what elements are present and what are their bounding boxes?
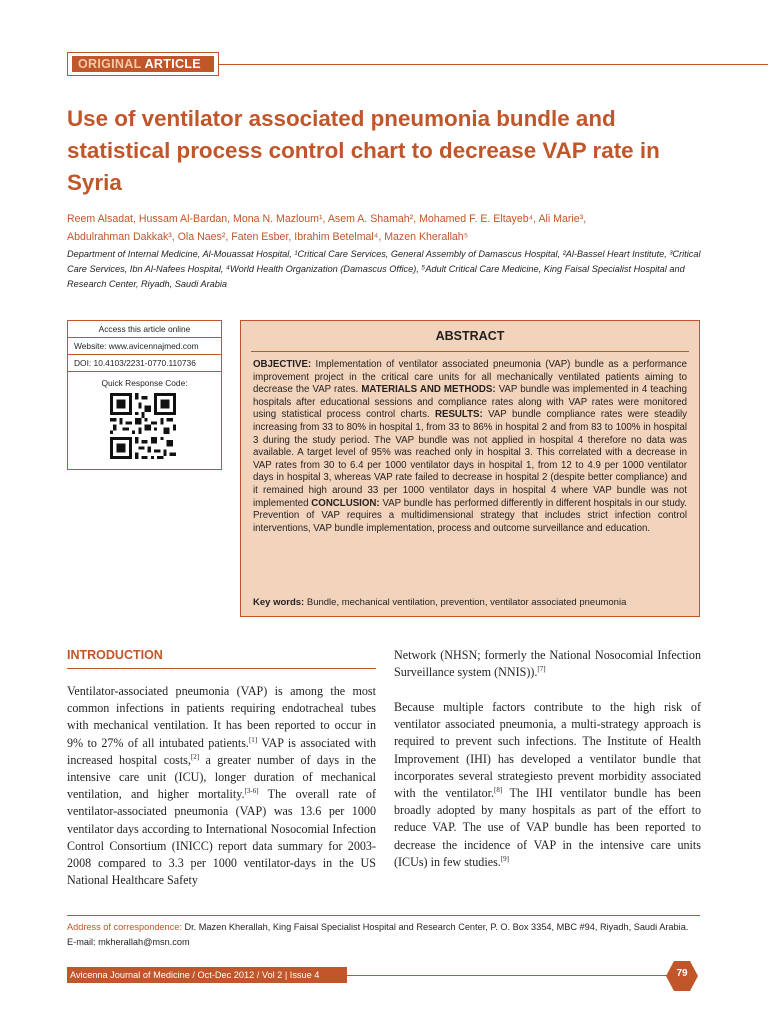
correspondence-rule <box>67 915 700 916</box>
introduction-heading: INTRODUCTION <box>67 648 163 662</box>
keywords-label: Key words: <box>253 597 305 608</box>
abstract-box <box>240 320 700 617</box>
conclusion-label: CONCLUSION: <box>311 497 380 509</box>
body-column-right <box>394 699 701 871</box>
citation-8[interactable]: [8] <box>494 785 503 794</box>
article-type-word1: ORIGINAL <box>78 57 142 71</box>
qr-code-icon <box>110 393 176 459</box>
conclusion-text: VAP bundle has performed differently in different hospitals in our study. Prevention of VAP requires a multidimensional strategy that includes strict infection control interventions, VAP bundle implementation, process and outcome surveillance and education. <box>253 497 687 534</box>
intro-text-1: Ventilator-associated pneumonia (VAP) is among the most common infections in patients requiring endotracheal tubes with mechanical ventilation. It has been reported to occur in 9% to 27% of all intubated patients. <box>67 684 376 750</box>
intro-text-4: The overall rate of ventilator-associated pneumonia (VAP) was 13.6 per 1000 ventilator days according to International Nosocomial Infection Control Consortium (INICC) report data summary for 2003-2008 compared to 3.3 per 1000 ventilator-days in the US National Healthcare Safety <box>67 787 377 888</box>
citation-9[interactable]: [9] <box>500 854 509 863</box>
author-line-2: Abdulrahman Dakkak³, Ola Naes², Faten Esber, Ibrahim Betelmal⁴, Mazen Kherallah⁵ <box>67 231 469 243</box>
citation-2[interactable]: [2] <box>190 752 200 761</box>
doi-link[interactable]: DOI: 10.4103/2231-0770.110736 <box>68 355 221 372</box>
affiliations: Department of Internal Medicine, Al-Mouassat Hospital, ¹Critical Care Services, General Assembly of Damascus Hospital, ²Al-Bassel Heart Institute, ³Critical Care Services, Ibn Al-Nafees Hospital, ⁴World Health Organization (Damascus Office), ⁵Adult Critical Care Medicine, King Faisal Specialist Hospital and Research Center, Riyadh, Saudi Arabia <box>67 249 701 289</box>
intro-text-7: The IHI ventilator bundle has been broadly adopted by many hospitals as part of the effort to reduce VAP. The use of VAP bundle has been reported to decrease the incidence of VAP in the intensive care units (ICUs) in few studies. <box>394 786 701 869</box>
correspondence <box>67 920 697 950</box>
intro-text-6: Because multiple factors contribute to the high risk of ventilator associated pneumonia, a multi-strategy approach is required to prevent such infections. The Institute of Health Improvement (IHI) has developed a ventilator bundle that incorporates several strategiesto prevent morbidity associated with the ventilator. <box>394 700 701 801</box>
footer-rule <box>347 975 669 976</box>
results-label: RESULTS: <box>435 409 483 421</box>
introduction-rule <box>67 668 376 669</box>
header-rule <box>214 64 768 65</box>
article-type-badge <box>67 52 219 76</box>
access-heading: Access this article online <box>68 321 221 338</box>
body-column-left <box>67 683 376 889</box>
qr-label: Quick Response Code: <box>101 378 188 388</box>
author-list <box>67 210 707 246</box>
methods-text: VAP bundle was implemented in 4 teaching hospitals after educational sessions and compliance rates along with VAP rates were monitored using statistical process control charts. <box>253 384 687 421</box>
citation-3-6[interactable]: [3-6] <box>244 787 259 796</box>
access-box <box>67 320 222 470</box>
intro-text-2: VAP is associated with increased hospital costs, <box>67 735 376 767</box>
abstract-body <box>253 359 687 535</box>
citation-1[interactable]: [1] <box>248 735 258 744</box>
keywords-text: Bundle, mechanical ventilation, prevention, ventilator associated pneumonia <box>304 597 627 608</box>
intro-text-5: Network (NHSN; formerly the National Nosocomial Infection Surveillance system (NNIS)). <box>394 648 701 680</box>
article-type-word2: ARTICLE <box>144 57 201 71</box>
website-link[interactable]: Website: www.avicennajmed.com <box>68 338 221 355</box>
abstract-rule <box>251 351 689 352</box>
intro-text-3: a greater number of days in the intensive care unit (ICU), longer duration of mechanical ventilation, and higher mortality. <box>67 752 376 802</box>
author-line-1: Reem Alsadat, Hussam Al-Bardan, Mona N. Mazloum¹, Asem A. Shamah², Mohamed F. E. Eltayeb⁴, Ali Marie³, <box>67 213 587 225</box>
objective-label: OBJECTIVE: <box>253 359 312 370</box>
results-text: VAP bundle compliance rates were steadily increasing from 33 to 80% in hospital 1, from 33 to 86% in hospital 2 and from 83 to 100% in hospital 3 during the study period. The VAP bundle was not applied in hospital 4 therefore no data was available. A target level of 95% was reached only in hospital 3. This correlated with a decrease in VAP rates from 30 to 6.4 per 1000 ventilator days in hospital 1, from 12 to 4.9 per 1000 ventilator days in hospital 3, whereas VAP rate failed to decrease in hospital 2 (despite better compliance) and it remained high around 33 per 1000 ventilator days in hospital 4 where VAP bundle was not implemented <box>253 409 687 509</box>
journal-citation: Avicenna Journal of Medicine / Oct-Dec 2012 / Vol 2 | Issue 4 <box>70 970 320 980</box>
objective-text: Implementation of ventilator associated pneumonia (VAP) bundle as a performance improvement project in the critical care units for all mechanically ventilated patients aiming to decrease the VAP rates. <box>253 359 687 396</box>
body-column-right-top <box>394 647 701 681</box>
correspondence-label: Address of correspondence: <box>67 922 182 932</box>
correspondence-text: Dr. Mazen Kherallah, King Faisal Specialist Hospital and Research Center, P. O. Box 3354, MBC #94, Riyadh, Saudi Arabia. E-mail: mkherallah@msn.com <box>67 922 689 947</box>
citation-7[interactable]: [7] <box>537 665 546 674</box>
page-number: 79 <box>676 968 688 979</box>
abstract-heading: ABSTRACT <box>435 329 505 343</box>
article-title: Use of ventilator associated pneumonia bundle and statistical process control chart to decrease VAP rate in Syria <box>67 106 660 195</box>
methods-label: MATERIALS AND METHODS: <box>361 384 496 396</box>
keywords <box>253 597 693 608</box>
